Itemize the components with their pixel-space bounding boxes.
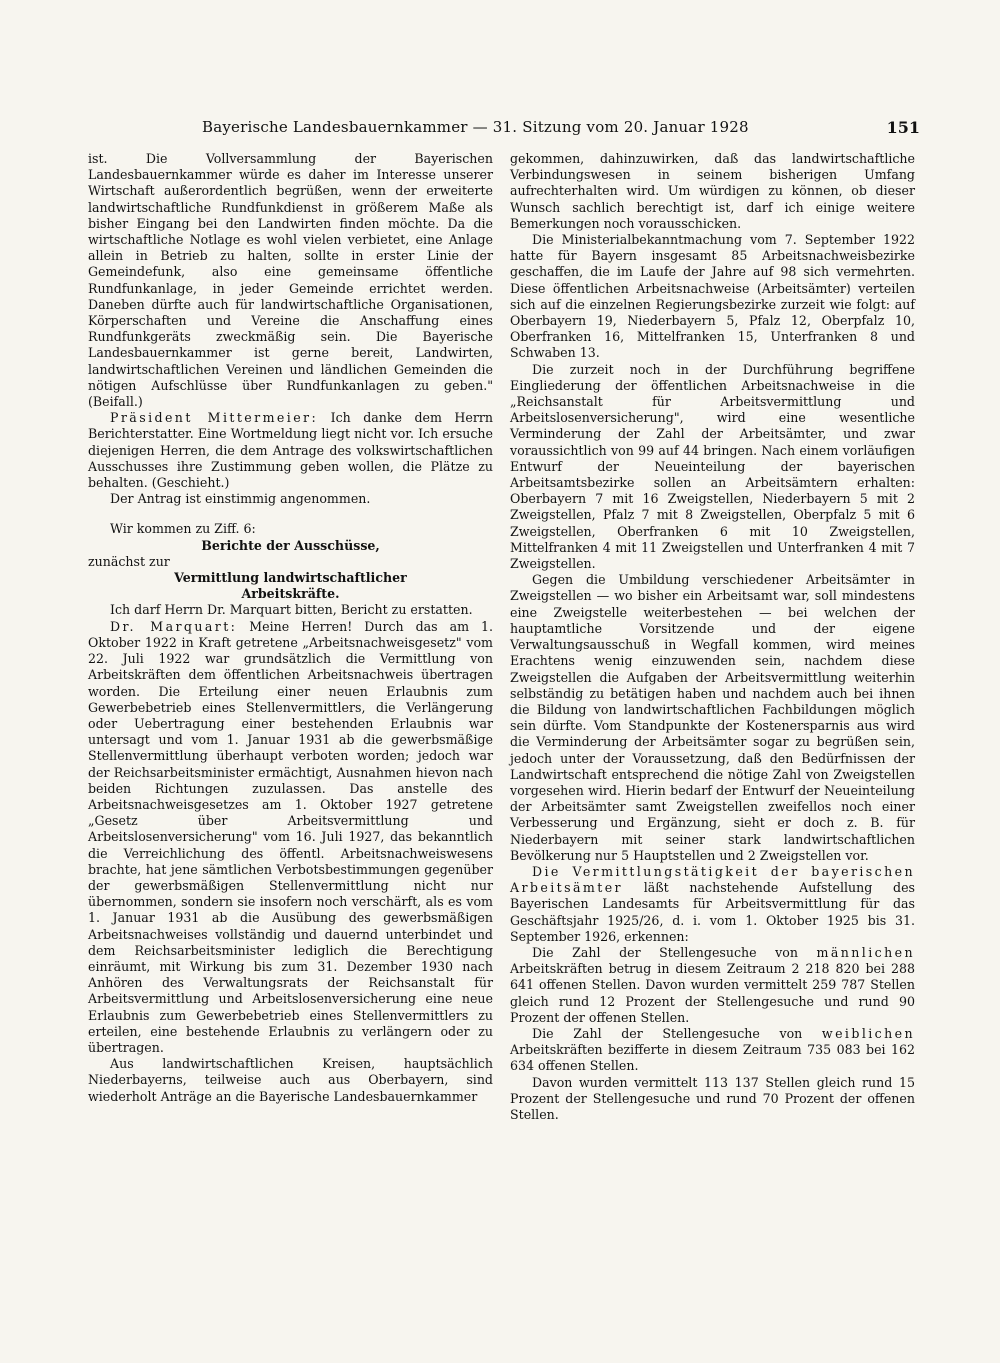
paragraph	[510, 1026, 915, 1075]
paragraph: Wir kommen zu Ziff. 6:	[110, 521, 256, 537]
paragraph-text: läßt nachstehende Aufstellung des Bayerischen Landesamts für Arbeitsvermittlung für das Geschäftsjahr 1925/26, d. i. vom 1. Oktober 1925 bis 31. September 1926, erkennen:	[510, 880, 915, 944]
paragraph-text: Arbeitskräften bezifferte in diesem Zeitraum 735 083 bei 162 634 offenen Stellen.	[510, 1042, 915, 1074]
emphasized-text: weiblichen	[821, 1025, 915, 1041]
section-heading: Berichte der Ausschüsse,	[201, 537, 380, 553]
right-column	[510, 151, 915, 1123]
paragraph: gekommen, dahinzuwirken, daß das landwirtschaftliche Verbindungswesen in seinem bisherigen Umfang aufrechterhalten wird. Um würdigen zu können, ob dieser Wunsch sachlich berechtigt ist, darf ich einige weitere Bemerkungen noch vorausschicken.	[510, 151, 915, 231]
left-column	[88, 151, 493, 1105]
emphasized-text: männlichen	[816, 944, 915, 960]
paragraph: Ich darf Herrn Dr. Marquart bitten, Bericht zu erstatten.	[110, 602, 473, 618]
paragraph: Die zurzeit noch in der Durchführung begriffene Eingliederung der öffentlichen Arbeitsnachweise in die „Reichsanstalt für Arbeitsvermittlung und Arbeitslosenversicherung", wird eine wesentliche Verminderung der Zahl der Arbeitsämter, und zwar voraussichtlich von 99 auf 44 bringen. Nach einem vorläufigen Entwurf der Neueinteilung der bayerischen Arbeitsamtsbezirke sollen an Arbeitsämtern erhalten: Oberbayern 7 mit 16 Zweigstellen, Niederbayern 5 mit 2 Zweigstellen, Pfalz 7 mit 8 Zweigstellen, Oberpfalz 5 mit 6 Zweigstellen, Oberfranken 6 mit 10 Zweigstellen, Mittelfranken 4 mit 11 Zweigstellen und Unterfranken 4 mit 7 Zweigstellen.	[510, 361, 915, 572]
paragraph-text: Arbeitskräften betrug in diesem Zeitraum 2 218 820 bei 288 641 offenen Stellen. Davon wurden vermittelt 259 787 Stellen gleich rund 12 Prozent der Stellengesuche und rund 90 Prozent der offenen Stellen.	[510, 961, 915, 1025]
paragraph: Der Antrag ist einstimmig angenommen.	[110, 491, 371, 507]
running-title: Bayerische Landesbauernkammer — 31. Sitzung vom 20. Januar 1928	[202, 118, 749, 136]
paragraph: zunächst zur	[88, 553, 170, 569]
emphasized-text: Die Vermittlungstätigkeit der bayerischen Arbeitsämter	[510, 863, 915, 896]
paragraph	[88, 619, 493, 1056]
paragraph: ist. Die Vollversammlung der Bayerischen Landesbauernkammer würde es daher im Interesse unserer Wirtschaft außerordentlich begrüßen, wenn der erweiterte landwirtschaftliche Rundfunkdienst in größerem Maße als bisher Eingang bei den Landwirten finden möchte. Da die wirtschaftliche Notlage es wohl vielen verbietet, eine Anlage allein in Betrieb zu halten, sollte in erster Linie der Gemeindefunk, also eine gemeinsame öffentliche Rundfunkanlage, in jeder Gemeinde errichtet werden. Daneben dürfte auch für landwirtschaftliche Organisationen, Körperschaften und Vereine die Anschaffung eines Rundfunkgeräts zweckmäßig sein. Die Bayerische Landesbauernkammer ist gerne bereit, Landwirten, landwirtschaftlichen Vereinen und ländlichen Gemeinden die nötigen Aufschlüsse über Rundfunkanlagen zu geben." (Beifall.)	[88, 151, 493, 410]
page-header	[110, 118, 920, 142]
section-heading: Arbeitskräfte.	[241, 586, 340, 602]
paragraph	[510, 864, 915, 945]
section-heading: Vermittlung landwirtschaftlicher	[174, 570, 407, 586]
paragraph: Gegen die Umbildung verschiedener Arbeitsämter in Zweigstellen — wo bisher ein Arbeitsamt war, soll mindestens eine Zweigstelle weiterbestehen — bei welchen der hauptamtliche Vorsitzende und der eigene Verwaltungsausschuß in Wegfall kommen, wird meines Erachtens wenig einzuwenden sein, nachdem diese Zweigstellen die Aufgaben der Arbeitsvermittlung weiterhin selbständig zu betätigen haben und nachdem auch bei ihnen die Bildung von landwirtschaftlichen Fachbildungen möglich sein dürfte. Vom Standpunkte der Kostenersparnis aus wird die Verminderung der Arbeitsämter sogar zu begrüßen sein, jedoch unter der Voraussetzung, daß den Bedürfnissen der Landwirtschaft entsprechend die nötige Zahl von Zweigstellen vorgesehen wird. Hierin bedarf der Entwurf der Neueinteilung der Arbeitsämter samt Zweigstellen zweifellos noch einer Verbesserung und Ergänzung, sieht er doch z. B. für Niederbayern mit seiner stark landwirtschaftlichen Bevölkerung nur 5 Hauptstellen und 2 Zweigstellen vor.	[510, 572, 915, 863]
paragraph: Die Ministerialbekanntmachung vom 7. September 1922 hatte für Bayern insgesamt 85 Arbeitsnachweisbezirke geschaffen, die im Laufe der Jahre auf 98 sich vermehrten. Diese öffentlichen Arbeitsnachweise (Arbeitsämter) verteilen sich auf die einzelnen Regierungsbezirke zurzeit wie folgt: auf Oberbayern 19, Niederbayern 5, Pfalz 12, Oberpfalz 10, Oberfranken 16, Mittelfranken 15, Unterfranken 8 und Schwaben 13.	[510, 232, 915, 361]
paragraph-text: Die Zahl der Stellengesuche von	[532, 944, 817, 960]
paragraph	[88, 410, 493, 491]
speech-text: Meine Herren! Durch das am 1. Oktober 1922 in Kraft getretene „Arbeitsnachweisgesetz" vom 22. Juli 1922 war grundsätzlich die Vermittlung von Arbeitskräften dem öffentlichen Arbeitsnachweis übertragen worden. Die Erteilung einer neuen Erlaubnis zum Gewerbebetrieb eines Stellenvermittlers, die Verlängerung oder Uebertragung einer bestehenden Erlaubnis war untersagt und vom 1. Januar 1931 ab die gewerbsmäßige Stellenvermittlung überhaupt verboten worden; jedoch war der Reichsarbeitsminister ermächtigt, Ausnahmen hievon nach beiden Richtungen zuzulassen. Das anstelle des Arbeitsnachweisgesetzes am 1. Oktober 1927 getretene „Gesetz über Arbeitsvermittlung und Arbeitslosenversicherung" vom 16. Juli 1927, das bekanntlich die Verreichlichung des öffentl. Arbeitsnachweiswesens brachte, hat jene sämtlichen Verbotsbestimmungen gegenüber der gewerbsmäßigen Stellenvermittlung nicht nur übernommen, sondern sie insofern noch verschärft, als es vom 1. Januar 1931 ab die Ausübung des gewerbsmäßigen Arbeitsnachweises vollständig und dauernd unterbindet und dem Reichsarbeitsminister lediglich die Berechtigung einräumt, mit Wirkung bis zum 31. Dezember 1930 nach Anhören des Verwaltungsrats der Reichsanstalt für Arbeitsvermittlung und Arbeitslosenversicherung eine neue Erlaubnis zum Gewerbebetrieb eines Stellenvermittlers zu erteilen, eine bestehende Erlaubnis zu verlängern oder zu übertragen.	[88, 618, 493, 1055]
page-number: 151	[886, 118, 920, 137]
paragraph: Davon wurden vermittelt 113 137 Stellen gleich rund 15 Prozent der Stellengesuche und rund 70 Prozent der offenen Stellen.	[510, 1074, 915, 1122]
speaker-name: Präsident Mittermeier:	[110, 410, 319, 426]
paragraph	[510, 945, 915, 1026]
paragraph-text: Die Zahl der Stellengesuche von	[532, 1025, 822, 1041]
speaker-name: Dr. Marquart:	[110, 618, 238, 634]
speech-text: Ich danke dem Herrn Berichterstatter. Eine Wortmeldung liegt nicht vor. Ich ersuche diejenigen Herren, die dem Antrage des volkswirtschaftlichen Ausschusses ihre Zustimmung geben wollen, die Plätze zu behalten. (Geschieht.)	[88, 410, 493, 491]
paragraph: Aus landwirtschaftlichen Kreisen, hauptsächlich Niederbayerns, teilweise auch aus Oberbayern, sind wiederholt Anträge an die Bayerische Landesbauernkammer	[88, 1056, 493, 1104]
